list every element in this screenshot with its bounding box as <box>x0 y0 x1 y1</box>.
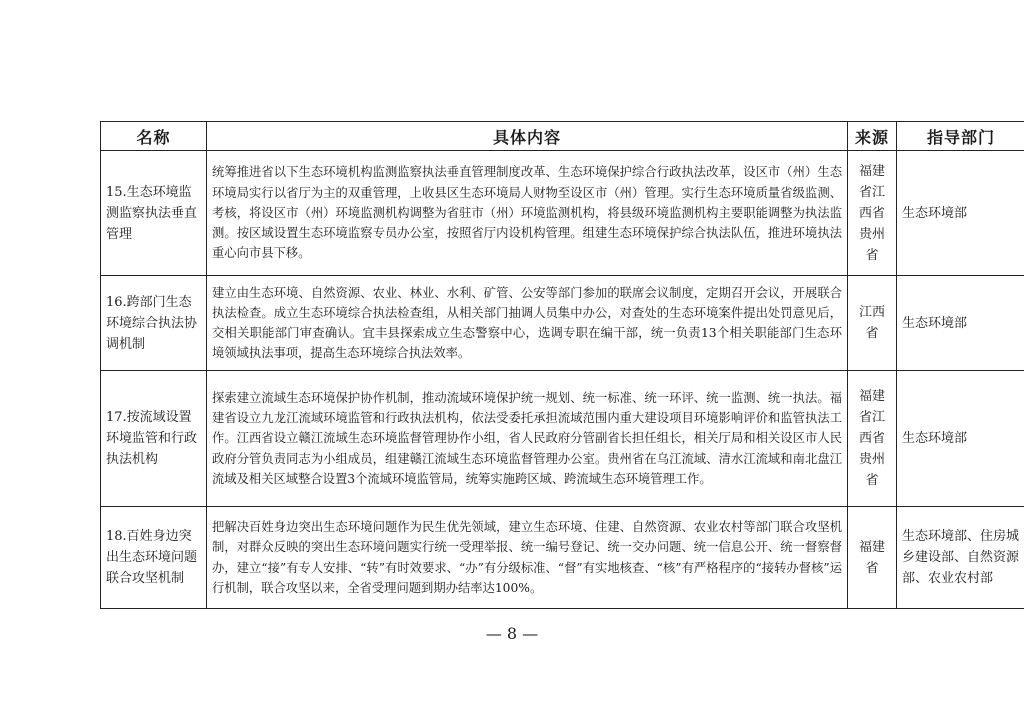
table-header-row <box>101 122 1024 151</box>
table-row <box>101 371 1024 507</box>
row-content: 统筹推进省以下生态环境机构监测监察执法垂直管理制度改革、生态环境保护综合行政执法改革，设区市（州）生态环境局实行以省厅为主的双重管理，上收县区生态环境局人财物至设区市（州）管理。实行生态环境质量省级监测、考核，将设区市（州）环境监测机构调整为省驻市（州）环境监测机构，将县级环境监测机构主要职能调整为执法监测。按区域设置生态环境监察专员办公室，按照省厅内设机构管理。组建生态环境保护综合执法队伍，推进环境执法重心向市县下移。 <box>207 151 848 276</box>
row-name: 15.生态环境监测监察执法垂直管理 <box>101 151 207 276</box>
row-source: 福建省江西省贵州省 <box>848 151 897 276</box>
row-source: 福建省江西省贵州省 <box>848 371 897 507</box>
table-row <box>101 276 1024 371</box>
row-content: 探索建立流域生态环境保护协作机制，推动流域环境保护统一规划、统一标准、统一环评、统一监测、统一执法。福建省设立九龙江流域环境监管和行政执法机构，依法受委托承担流域范围内重大建设项目环境影响评价和监管执法工作。江西省设立赣江流域生态环境监督管理协作小组，省人民政府分管副省长担任组长，相关厅局和相关设区市人民政府分管负责同志为小组成员，组建赣江流域生态环境监督管理办公室。贵州省在乌江流域、清水江流域和南北盘江流域及相关区域整合设置3个流域环境监管局，统筹实施跨区域、跨流域生态环境管理工作。 <box>207 371 848 507</box>
row-name: 17.按流域设置环境监管和行政执法机构 <box>101 371 207 507</box>
row-dept: 生态环境部 <box>897 276 1024 371</box>
row-dept: 生态环境部 <box>897 371 1024 507</box>
header-content: 具体内容 <box>207 122 848 151</box>
header-source: 来源 <box>848 122 897 151</box>
row-dept: 生态环境部 <box>897 151 1024 276</box>
row-content: 建立由生态环境、自然资源、农业、林业、水利、矿管、公安等部门参加的联席会议制度，定期召开会议，开展联合执法检查。成立生态环境综合执法检查组，从相关部门抽调人员集中办公，对查处的生态环境案件提出处罚意见后，交相关职能部门审查确认。宜丰县探索成立生态警察中心，选调专职在编干部，统一负责13个相关职能部门生态环境领域执法事项，提高生态环境综合执法效率。 <box>207 276 848 371</box>
header-name: 名称 <box>101 122 207 151</box>
row-name: 16.跨部门生态环境综合执法协调机制 <box>101 276 207 371</box>
row-source: 江西省 <box>848 276 897 371</box>
policy-table <box>100 121 1024 609</box>
row-dept: 生态环境部、住房城乡建设部、自然资源部、农业农村部 <box>897 507 1024 609</box>
page-number: — 8 — <box>485 624 539 643</box>
row-content: 把解决百姓身边突出生态环境问题作为民生优先领域，建立生态环境、住建、自然资源、农业农村等部门联合攻坚机制，对群众反映的突出生态环境问题实行统一受理举报、统一编号登记、统一交办问题、统一信息公开、统一督察督办，建立“接”有专人安排、“转”有时效要求、“办”有分级标准、“督”有实地核查、“核”有严格程序的“接转办督核”运行机制，联合攻坚以来，全省受理问题到期办结率达100%。 <box>207 507 848 609</box>
header-dept: 指导部门 <box>897 122 1024 151</box>
table-row <box>101 507 1024 609</box>
table-row <box>101 151 1024 276</box>
row-source: 福建省 <box>848 507 897 609</box>
row-name: 18.百姓身边突出生态环境问题联合攻坚机制 <box>101 507 207 609</box>
